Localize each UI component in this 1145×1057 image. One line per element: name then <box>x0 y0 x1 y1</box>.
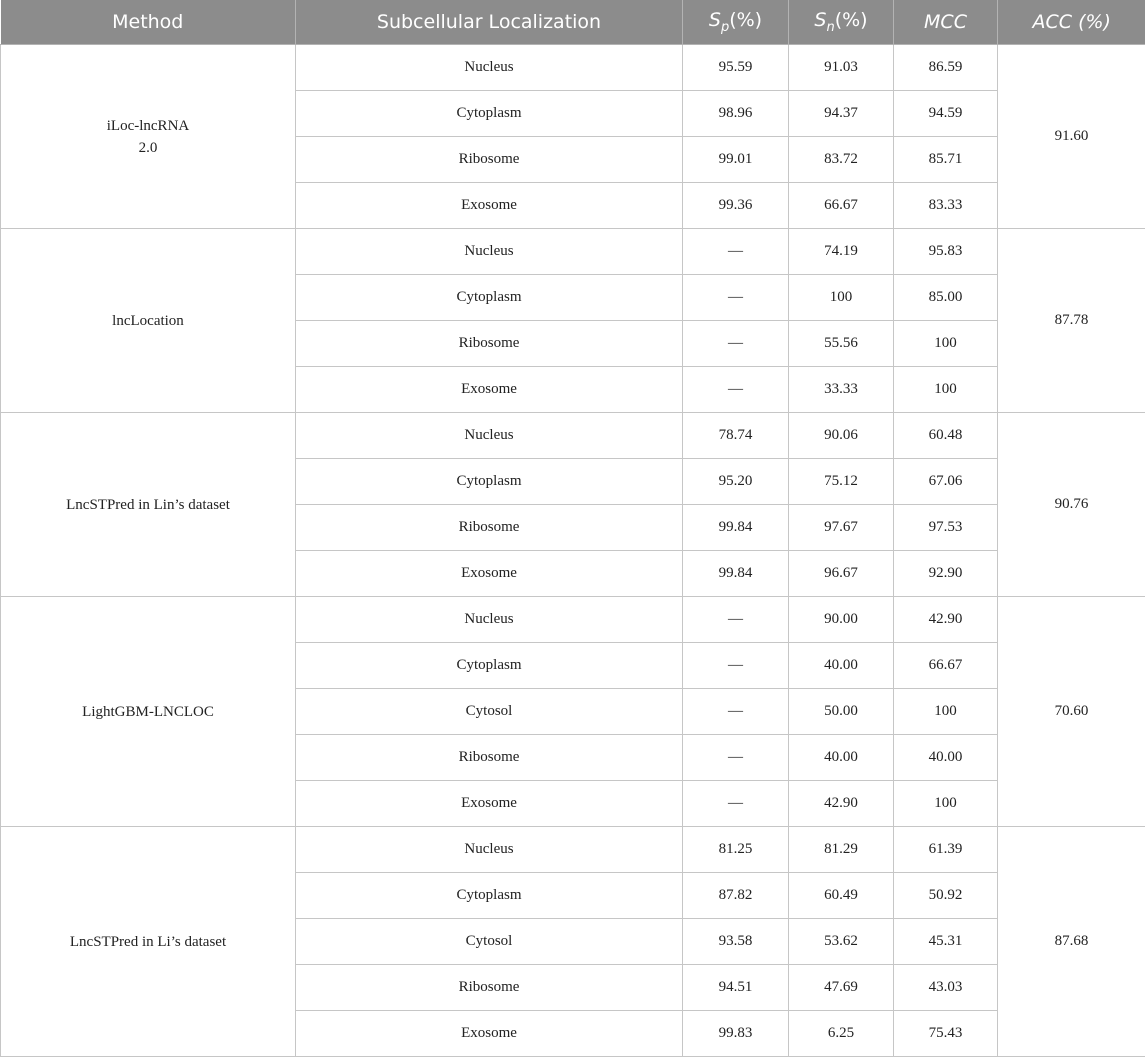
sp-cell: — <box>683 597 789 643</box>
sn-cell: 91.03 <box>789 45 894 91</box>
sp-cell: 87.82 <box>683 873 789 919</box>
header-sp-unit: (%) <box>729 9 762 31</box>
mcc-cell: 85.00 <box>894 275 998 321</box>
method-name: LightGBM-LNCLOC <box>82 704 214 720</box>
localization-cell: Nucleus <box>296 413 683 459</box>
mcc-cell: 40.00 <box>894 735 998 781</box>
sn-cell: 66.67 <box>789 183 894 229</box>
header-sp-subscript: p <box>721 20 729 35</box>
sn-cell: 74.19 <box>789 229 894 275</box>
localization-cell: Exosome <box>296 183 683 229</box>
header-sn <box>789 0 894 45</box>
mcc-cell: 45.31 <box>894 919 998 965</box>
sp-cell: — <box>683 275 789 321</box>
localization-cell: Ribosome <box>296 965 683 1011</box>
mcc-cell: 100 <box>894 367 998 413</box>
method-cell <box>1 597 296 827</box>
sn-cell: 90.06 <box>789 413 894 459</box>
mcc-cell: 61.39 <box>894 827 998 873</box>
table-row <box>1 45 1145 91</box>
sp-cell: 81.25 <box>683 827 789 873</box>
sn-cell: 97.67 <box>789 505 894 551</box>
table-row <box>1 413 1145 459</box>
sn-cell: 90.00 <box>789 597 894 643</box>
localization-cell: Nucleus <box>296 229 683 275</box>
sp-cell: 98.96 <box>683 91 789 137</box>
acc-cell: 91.60 <box>998 45 1145 229</box>
sp-cell: — <box>683 643 789 689</box>
mcc-cell: 86.59 <box>894 45 998 91</box>
mcc-cell: 66.67 <box>894 643 998 689</box>
sn-cell: 53.62 <box>789 919 894 965</box>
localization-cell: Nucleus <box>296 45 683 91</box>
sn-cell: 83.72 <box>789 137 894 183</box>
localization-cell: Exosome <box>296 781 683 827</box>
mcc-cell: 60.48 <box>894 413 998 459</box>
method-name: LncSTPred in Li’s dataset <box>70 934 226 950</box>
localization-cell: Exosome <box>296 367 683 413</box>
table-row <box>1 597 1145 643</box>
header-sn-subscript: n <box>826 20 834 35</box>
table-body <box>1 45 1145 1057</box>
acc-cell: 70.60 <box>998 597 1145 827</box>
sn-cell: 6.25 <box>789 1011 894 1057</box>
sp-cell: — <box>683 781 789 827</box>
header-mcc: MCC <box>894 0 998 45</box>
mcc-cell: 100 <box>894 781 998 827</box>
sp-cell: 99.84 <box>683 505 789 551</box>
sp-cell: 99.36 <box>683 183 789 229</box>
mcc-cell: 50.92 <box>894 873 998 919</box>
mcc-cell: 67.06 <box>894 459 998 505</box>
mcc-cell: 97.53 <box>894 505 998 551</box>
sp-cell: 99.84 <box>683 551 789 597</box>
header-row <box>1 0 1145 45</box>
sn-cell: 81.29 <box>789 827 894 873</box>
localization-cell: Cytoplasm <box>296 643 683 689</box>
header-method: Method <box>1 0 296 45</box>
localization-cell: Cytoplasm <box>296 873 683 919</box>
localization-cell: Cytoplasm <box>296 91 683 137</box>
header-sp-symbol: S <box>709 9 721 31</box>
mcc-cell: 85.71 <box>894 137 998 183</box>
header-sn-symbol: S <box>814 9 826 31</box>
sp-cell: 93.58 <box>683 919 789 965</box>
table-row <box>1 827 1145 873</box>
localization-cell: Cytosol <box>296 919 683 965</box>
mcc-cell: 75.43 <box>894 1011 998 1057</box>
localization-cell: Cytoplasm <box>296 459 683 505</box>
mcc-cell: 94.59 <box>894 91 998 137</box>
table-header <box>1 0 1145 45</box>
sp-cell: 99.01 <box>683 137 789 183</box>
header-sn-unit: (%) <box>835 9 868 31</box>
localization-cell: Nucleus <box>296 597 683 643</box>
method-name: iLoc-lncRNA <box>107 118 189 134</box>
table-row <box>1 229 1145 275</box>
sp-cell: — <box>683 689 789 735</box>
sn-cell: 55.56 <box>789 321 894 367</box>
method-name: lncLocation <box>112 313 184 329</box>
header-acc: ACC (%) <box>998 0 1145 45</box>
localization-cell: Nucleus <box>296 827 683 873</box>
acc-cell: 87.68 <box>998 827 1145 1057</box>
mcc-cell: 92.90 <box>894 551 998 597</box>
sn-cell: 33.33 <box>789 367 894 413</box>
method-cell <box>1 413 296 597</box>
sn-cell: 100 <box>789 275 894 321</box>
localization-cell: Cytoplasm <box>296 275 683 321</box>
localization-cell: Exosome <box>296 551 683 597</box>
sp-cell: 94.51 <box>683 965 789 1011</box>
mcc-cell: 83.33 <box>894 183 998 229</box>
mcc-cell: 100 <box>894 321 998 367</box>
localization-cell: Exosome <box>296 1011 683 1057</box>
mcc-cell: 42.90 <box>894 597 998 643</box>
sp-cell: — <box>683 321 789 367</box>
localization-cell: Ribosome <box>296 321 683 367</box>
sn-cell: 47.69 <box>789 965 894 1011</box>
method-name-line2: 2.0 <box>139 140 158 156</box>
sn-cell: 42.90 <box>789 781 894 827</box>
method-cell <box>1 45 296 229</box>
header-localization: Subcellular Localization <box>296 0 683 45</box>
localization-cell: Ribosome <box>296 137 683 183</box>
sp-cell: — <box>683 229 789 275</box>
sn-cell: 75.12 <box>789 459 894 505</box>
sn-cell: 60.49 <box>789 873 894 919</box>
sp-cell: — <box>683 367 789 413</box>
sn-cell: 94.37 <box>789 91 894 137</box>
mcc-cell: 95.83 <box>894 229 998 275</box>
localization-cell: Ribosome <box>296 735 683 781</box>
sp-cell: — <box>683 735 789 781</box>
mcc-cell: 100 <box>894 689 998 735</box>
sn-cell: 50.00 <box>789 689 894 735</box>
method-cell <box>1 229 296 413</box>
header-sp <box>683 0 789 45</box>
sp-cell: 95.59 <box>683 45 789 91</box>
sp-cell: 78.74 <box>683 413 789 459</box>
acc-cell: 90.76 <box>998 413 1145 597</box>
sn-cell: 40.00 <box>789 735 894 781</box>
localization-cell: Ribosome <box>296 505 683 551</box>
sn-cell: 40.00 <box>789 643 894 689</box>
acc-cell: 87.78 <box>998 229 1145 413</box>
method-name: LncSTPred in Lin’s dataset <box>66 497 230 513</box>
sp-cell: 99.83 <box>683 1011 789 1057</box>
sn-cell: 96.67 <box>789 551 894 597</box>
sp-cell: 95.20 <box>683 459 789 505</box>
mcc-cell: 43.03 <box>894 965 998 1011</box>
localization-cell: Cytosol <box>296 689 683 735</box>
method-cell <box>1 827 296 1057</box>
